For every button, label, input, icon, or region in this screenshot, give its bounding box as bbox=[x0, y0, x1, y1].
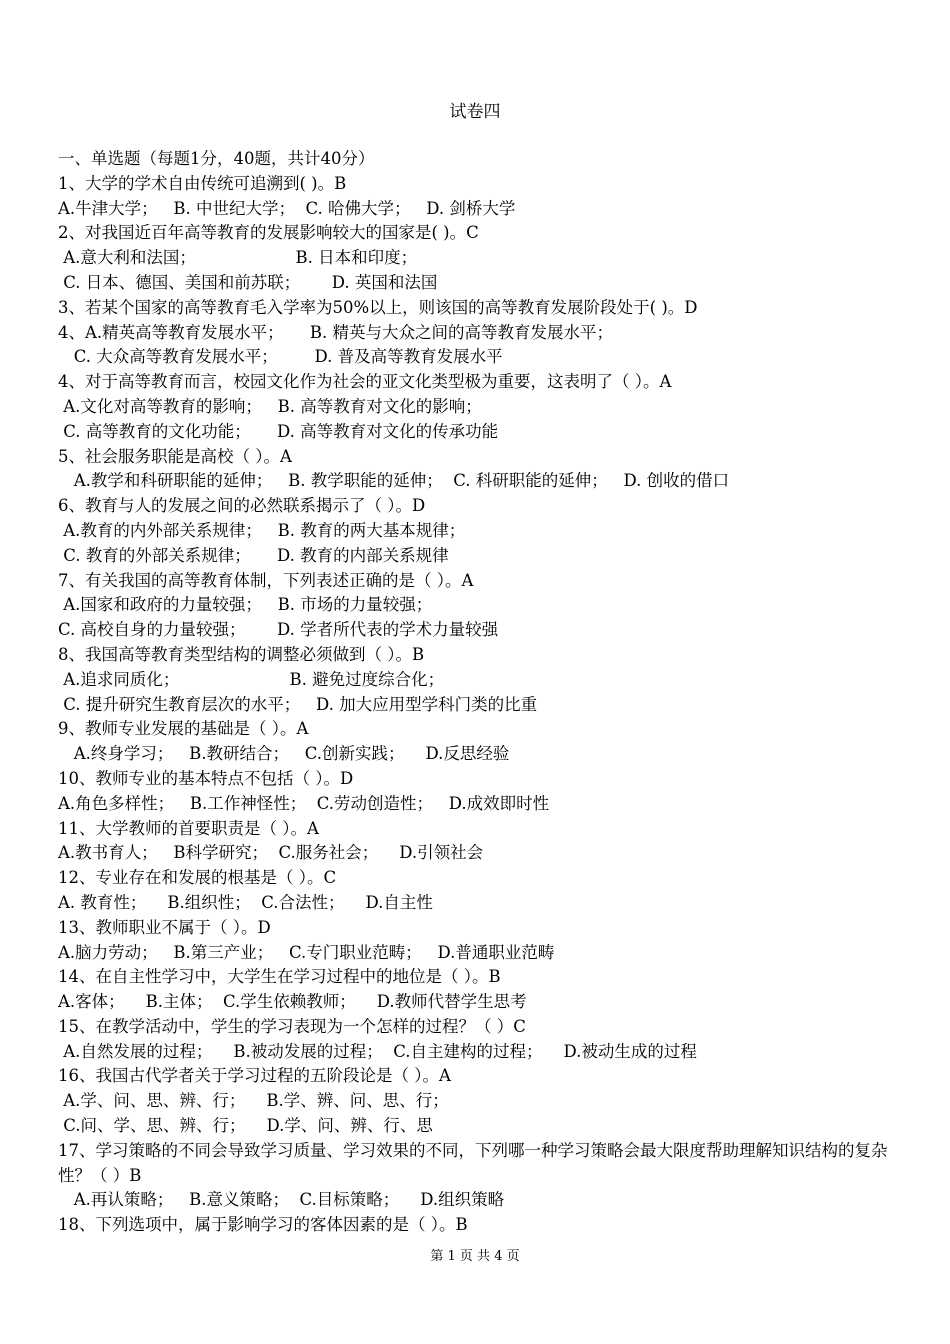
text-line: A.终身学习； B.教研结合； C.创新实践； D.反思经验 bbox=[58, 744, 510, 764]
page-footer: 第 1 页 共 4 页 bbox=[430, 1249, 520, 1264]
text-line: 4、对于高等教育而言，校园文化作为社会的亚文化类型极为重要，这表明了（ ）。A bbox=[58, 372, 672, 392]
question-lines-after bbox=[58, 1188, 888, 1238]
text-line: A.学、问、思、辨、行； B.学、辨、问、思、行； bbox=[58, 1091, 449, 1111]
question-17: 17、学习策略的不同会导致学习质量、学习效果的不同，下列哪一种学习策略会最大限度帮助理解知识结构的复杂性？（ ）B bbox=[58, 1140, 888, 1185]
text-line: C. 高等教育的文化功能； D. 高等教育对文化的传承功能 bbox=[58, 421, 499, 441]
text-line: A.教书育人； B科学研究； C.服务社会； D.引领社会 bbox=[58, 843, 484, 863]
text-line: 10、教师专业的基本特点不包括（ ）。D bbox=[58, 768, 354, 788]
question-body bbox=[58, 147, 888, 1238]
text-line: 13、教师职业不属于（ ）。D bbox=[58, 917, 271, 937]
text-line: A.牛津大学； B. 中世纪大学； C. 哈佛大学； D. 剑桥大学 bbox=[58, 198, 516, 218]
page-title: 试卷四 bbox=[449, 102, 501, 122]
text-line: 1、大学的学术自由传统可追溯到( )。B bbox=[58, 173, 347, 193]
text-line: A.再认策略； B.意义策略； C.目标策略； D.组织策略 bbox=[58, 1190, 505, 1210]
text-line: A.国家和政府的力量较强； B. 市场的力量较强； bbox=[58, 595, 433, 615]
text-line: 5、社会服务职能是高校（ ）。A bbox=[58, 446, 292, 466]
text-line: 3、若某个国家的高等教育毛入学率为50%以上，则该国的高等教育发展阶段处于( )。D bbox=[58, 297, 698, 317]
text-line: A.脑力劳动； B.第三产业； C.专门职业范畴； D.普通职业范畴 bbox=[58, 942, 555, 962]
text-line: C. 教育的外部关系规律； D. 教育的内部关系规律 bbox=[58, 545, 449, 565]
text-line: 14、在自主性学习中，大学生在学习过程中的地位是（ ）。B bbox=[58, 967, 501, 987]
text-line: C. 大众高等教育发展水平； D. 普及高等教育发展水平 bbox=[58, 347, 503, 367]
text-line: A.教育的内外部关系规律； B. 教育的两大基本规律； bbox=[58, 520, 466, 540]
text-line: 15、在教学活动中，学生的学习表现为一个怎样的过程？（ ）C bbox=[58, 1016, 526, 1036]
text-line: 18、下列选项中，属于影响学习的客体因素的是（ ）。B bbox=[58, 1215, 468, 1235]
text-line: A.自然发展的过程； B.被动发展的过程； C.自主建构的过程； D.被动生成的过程 bbox=[58, 1041, 697, 1061]
text-line: A.文化对高等教育的影响； B. 高等教育对文化的影响； bbox=[58, 396, 482, 416]
text-line: A.意大利和法国； B. 日本和印度； bbox=[58, 248, 418, 268]
text-line: 8、我国高等教育类型结构的调整必须做到（ ）。B bbox=[58, 644, 425, 664]
text-line: 6、教育与人的发展之间的必然联系揭示了（ ）。D bbox=[58, 496, 426, 516]
text-line: A.角色多样性； B.工作神怪性； C.劳动创造性； D.成效即时性 bbox=[58, 793, 550, 813]
text-line: A.客体； B.主体； C.学生依赖教师； D.教师代替学生思考 bbox=[58, 992, 527, 1012]
text-line: C. 高校自身的力量较强； D. 学者所代表的学术力量较强 bbox=[58, 620, 499, 640]
text-line: A. 教育性； B.组织性； C.合法性； D.自主性 bbox=[58, 892, 433, 912]
text-line: 7、有关我国的高等教育体制，下列表述正确的是（ ）。A bbox=[58, 570, 474, 590]
text-line: C.问、学、思、辨、行； D.学、问、辨、行、思 bbox=[58, 1116, 433, 1136]
text-line: A.追求同质化； B. 避免过度综合化； bbox=[58, 669, 445, 689]
text-line: C. 提升研究生教育层次的水平； D. 加大应用型学科门类的比重 bbox=[58, 694, 538, 714]
text-line: 12、专业存在和发展的根基是（ ）。C bbox=[58, 868, 337, 888]
text-line: 9、教师专业发展的基础是（ ）。A bbox=[58, 719, 309, 739]
text-line: A.教学和科研职能的延伸； B. 教学职能的延伸； C. 科研职能的延伸； D. 创收的借口 bbox=[58, 471, 730, 491]
text-line: 11、大学教师的首要职责是（ ）。A bbox=[58, 818, 319, 838]
text-line: 16、我国古代学者关于学习过程的五阶段论是（ ）。A bbox=[58, 1066, 451, 1086]
text-line: C. 日本、德国、美国和前苏联； D. 英国和法国 bbox=[58, 272, 438, 292]
text-line: 2、对我国近百年高等教育的发展影响较大的国家是( )。C bbox=[58, 223, 479, 243]
question-lines bbox=[58, 147, 888, 1139]
text-line: 一、单选题（每题1分，40题，共计40分） bbox=[58, 149, 375, 168]
text-line: 4、A.精英高等教育发展水平； B. 精英与大众之间的高等教育发展水平； bbox=[58, 322, 613, 342]
